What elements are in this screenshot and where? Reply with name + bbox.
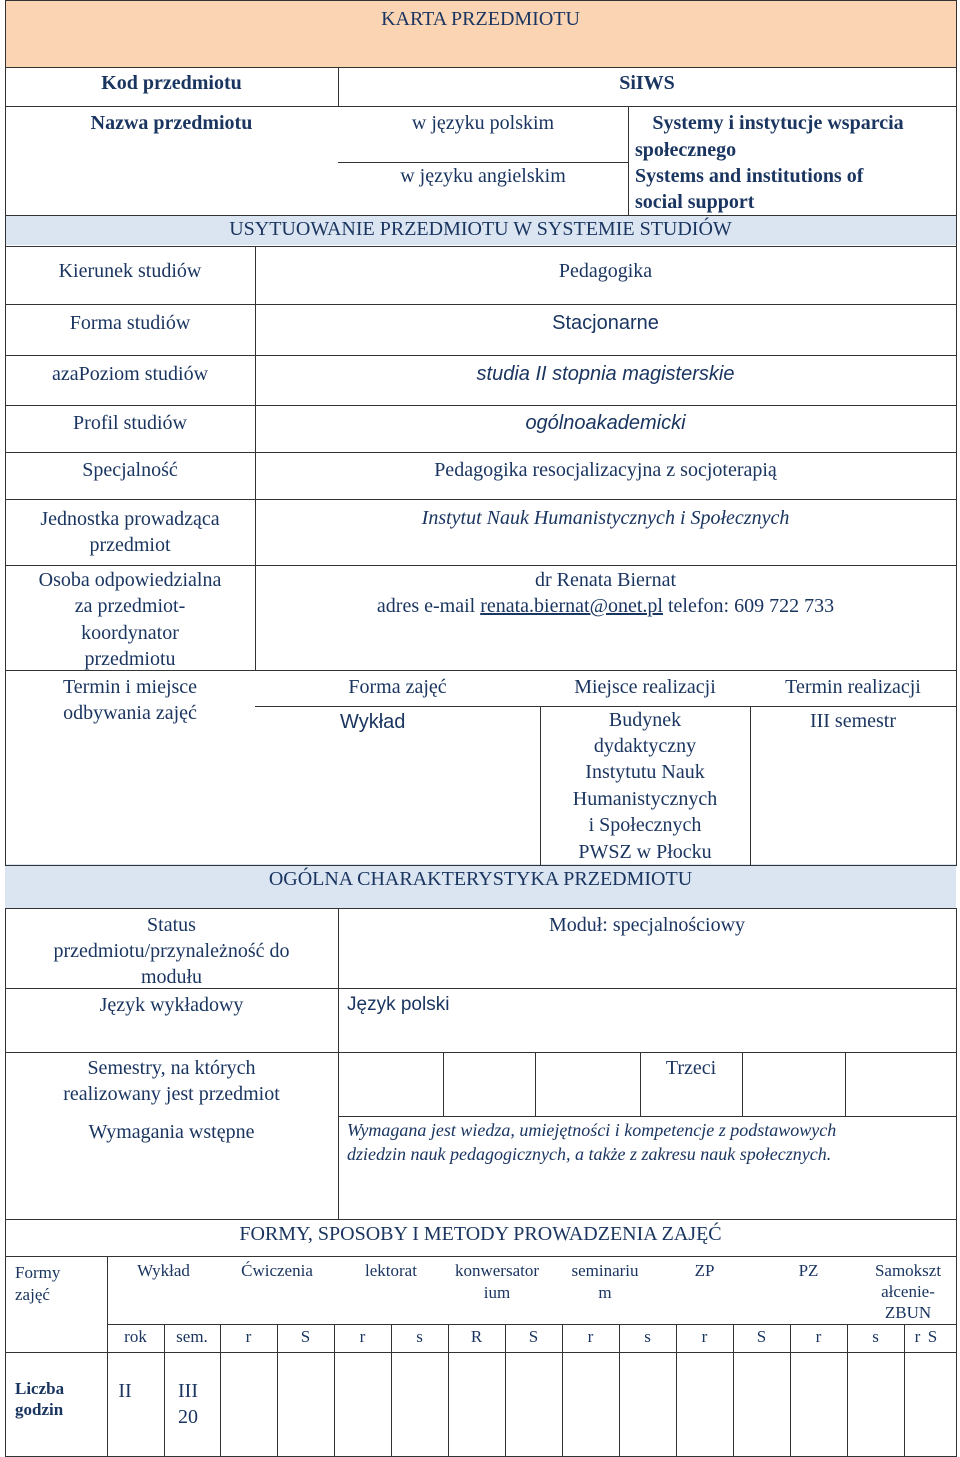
termin-header-termin: Termin realizacji: [785, 676, 921, 698]
status-label-1: Status: [147, 914, 196, 936]
wymagania-label: Wymagania wstępne: [88, 1121, 255, 1143]
termin-miejsce-line-5: i Społecznych: [588, 814, 702, 836]
sub-r-7: r: [914, 1327, 921, 1346]
forma-value: Stacjonarne: [552, 312, 659, 334]
name-en-value-2: social support: [635, 191, 755, 213]
termin-label-1: Termin i miejsce: [62, 676, 198, 698]
jednostka-value: Instytut Nauk Humanistycznych i Społecznych: [421, 507, 790, 529]
name-label: Nazwa przedmiotu: [90, 112, 253, 134]
poziom-value: studia II stopnia magisterskie: [476, 363, 735, 385]
form-header-zp: ZP: [694, 1261, 715, 1280]
name-en-label: w języku angielskim: [400, 165, 566, 187]
form-header-cwiczenia: Ćwiczenia: [241, 1261, 313, 1280]
sub-s-5: S: [756, 1327, 767, 1346]
semestry-label-2: realizowany jest przedmiot: [63, 1083, 280, 1105]
profil-label: Profil studiów: [73, 412, 187, 434]
sub-s-7: S: [927, 1327, 938, 1346]
termin-label-2: odbywania zajęć: [63, 702, 197, 724]
semestry-label-1: Semestry, na których: [87, 1057, 256, 1079]
page-title: KARTA PRZEDMIOTU: [381, 8, 580, 30]
sub-s-2: s: [416, 1327, 423, 1346]
section-forms-title: FORMY, SPOSOBY I METODY PROWADZENIA ZAJĘĆ: [239, 1223, 722, 1245]
termin-miejsce-line-4: Humanistycznych: [572, 788, 718, 810]
form-header-seminarium-1: seminariu: [571, 1261, 639, 1280]
status-value: Moduł: specjalnościowy: [548, 914, 746, 936]
profil-value: ogólnoakademicki: [525, 412, 686, 434]
code-value: SiIWS: [619, 72, 675, 94]
sub-s-6: s: [872, 1327, 879, 1346]
kierunek-label: Kierunek studiów: [58, 260, 202, 282]
name-pl-value-2: społecznego: [635, 139, 737, 161]
forms-row-label-1: Formy: [15, 1263, 61, 1282]
name-pl-label: w języku polskim: [411, 112, 555, 134]
forma-label: Forma studiów: [69, 312, 191, 334]
jezyk-label: Język wykładowy: [99, 994, 244, 1016]
hours-label-1: Liczba: [15, 1379, 65, 1398]
osoba-label-1: Osoba odpowiedzialna: [38, 569, 222, 591]
form-header-seminarium-2: m: [598, 1283, 612, 1302]
sub-s-3: S: [528, 1327, 539, 1346]
form-header-pz: PZ: [798, 1261, 819, 1280]
jednostka-label-1: Jednostka prowadząca: [40, 508, 220, 530]
specjalnosc-label: Specjalność: [82, 459, 178, 481]
form-header-samoksztalcenie-3: ZBUN: [884, 1303, 932, 1322]
forms-row-label-2: zajęć: [15, 1285, 50, 1304]
termin-miejsce-line-6: PWSZ w Płocku: [578, 841, 712, 863]
name-pl-value-1: Systemy i instytucje wsparcia: [652, 112, 904, 134]
osoba-label-3: koordynator: [81, 622, 179, 644]
form-header-wyklad: Wykład: [137, 1261, 190, 1280]
email-prefix: adres e-mail: [376, 595, 481, 617]
sub-r-4: r: [587, 1327, 594, 1346]
form-header-lektorat: lektorat: [365, 1261, 417, 1280]
semestry-value: Trzeci: [665, 1057, 717, 1079]
termin-header-miejsce: Miejsce realizacji: [574, 676, 716, 698]
sub-r-1: r: [245, 1327, 252, 1346]
termin-miejsce-line-2: dydaktyczny: [593, 735, 697, 757]
sub-s-4: s: [644, 1327, 651, 1346]
osoba-name: dr Renata Biernat: [534, 569, 677, 591]
name-en-value-1: Systems and institutions of: [635, 165, 864, 187]
kierunek-value: Pedagogika: [558, 260, 653, 282]
osoba-label-4: przedmiotu: [84, 648, 176, 670]
termin-miejsce-line-3: Instytutu Nauk: [585, 761, 705, 783]
sub-rok: rok: [124, 1327, 147, 1346]
hours-sem-1: III: [178, 1380, 198, 1402]
termin-miejsce-line-1: Budynek: [608, 709, 682, 731]
sub-r-3: R: [470, 1327, 483, 1346]
form-header-samoksztalcenie-1: Samokszt: [874, 1261, 942, 1280]
hours-rok: II: [118, 1380, 132, 1402]
hours-label-2: godzin: [15, 1400, 64, 1419]
osoba-label-2: za przedmiot-: [74, 595, 186, 617]
poziom-label: azaPoziom studiów: [51, 363, 209, 385]
form-header-samoksztalcenie-2: ałcenie-: [881, 1282, 935, 1301]
form-header-konwersatorium-2: ium: [483, 1283, 511, 1302]
status-label-2: przedmiotu/przynależność do: [53, 940, 290, 962]
sub-sem: sem.: [176, 1327, 208, 1346]
termin-header-forma: Forma zajęć: [348, 676, 447, 698]
sub-r-5: r: [701, 1327, 708, 1346]
form-header-konwersatorium-1: konwersator: [454, 1261, 540, 1280]
email-link[interactable]: renata.biernat@onet.pl: [480, 595, 663, 617]
section-general-title: OGÓLNA CHARAKTERYSTYKA PRZEDMIOTU: [268, 868, 693, 890]
osoba-contact: [255, 593, 956, 619]
jednostka-label-2: przedmiot: [89, 534, 171, 556]
wymagania-value-1: Wymagana jest wiedza, umiejętności i kompetencje z podstawowych: [347, 1120, 837, 1140]
sub-r-6: r: [815, 1327, 822, 1346]
sub-s-1: S: [300, 1327, 311, 1346]
termin-termin-value: III semestr: [809, 710, 897, 732]
sub-r-2: r: [359, 1327, 366, 1346]
specjalnosc-value: Pedagogika resocjalizacyjna z socjoterapią: [434, 459, 777, 481]
code-label: Kod przedmiotu: [101, 72, 242, 94]
termin-forma-value: Wykład: [340, 711, 406, 733]
jezyk-value: Język polski: [347, 994, 450, 1015]
status-label-3: modułu: [140, 966, 203, 988]
phone-text: telefon: 609 722 733: [662, 595, 835, 617]
section-placement-title: USYTUOWANIE PRZEDMIOTU W SYSTEMIE STUDIÓW: [229, 218, 732, 240]
hours-sem-2: 20: [178, 1406, 198, 1428]
wymagania-value-2: dziedzin nauk pedagogicznych, a także z zakresu nauk społecznych.: [347, 1144, 832, 1164]
